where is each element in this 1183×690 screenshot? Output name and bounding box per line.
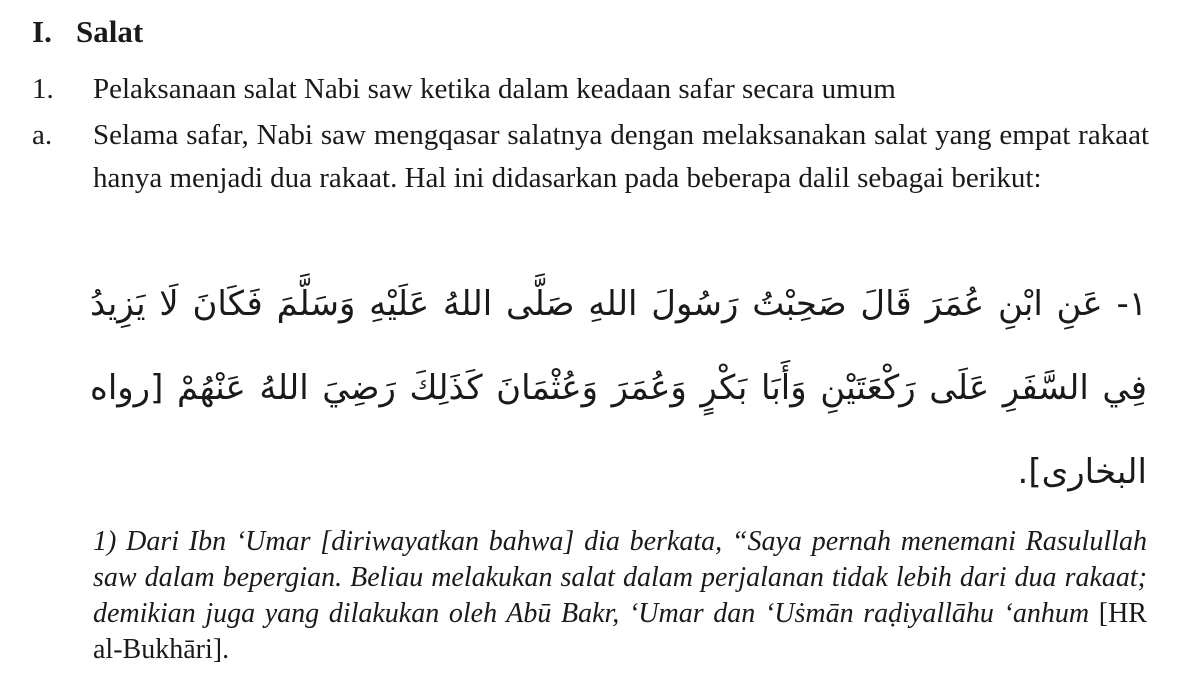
section-title: Salat bbox=[76, 14, 144, 49]
hadith-source-citation: [HR al-Bukhāri]. bbox=[93, 598, 1147, 665]
list-item-text: Selama safar, Nabi saw mengqasar salatnya dengan melaksanakan salat yang empat rakaat hanya menjadi dua rakaat. Hal ini didasarkan pada beberapa dalil sebagai berikut: bbox=[93, 119, 1149, 194]
hadith-arabic-text: ١- عَنِ ابْنِ عُمَرَ قَالَ صَحِبْتُ رَسُولَ اللهِ صَلَّى اللهُ عَلَيْهِ وَسَلَّمَ فَكَانَ لَا يَزِيدُ فِي السَّفَرِ عَلَى رَكْعَتَيْنِ وَأَبَا بَكْرٍ وَعُمَرَ وَعُثْمَانَ كَذَلِكَ رَضِيَ اللهُ عَنْهُمْ [رواه البخارى]. bbox=[90, 284, 1147, 492]
list-item-text: Pelaksanaan salat Nabi saw ketika dalam keadaan safar secara umum bbox=[93, 73, 896, 105]
section-number: I. bbox=[32, 14, 52, 49]
section-heading bbox=[32, 12, 143, 52]
list-marker: 1. bbox=[32, 73, 54, 105]
list-item-a bbox=[32, 114, 1152, 244]
list-marker: a. bbox=[32, 119, 53, 151]
translation-text: 1) Dari Ibn ‘Umar [diriwayatkan bahwa] dia berkata, “Saya pernah menemani Rasulullah saw dalam bepergian. Beliau melakukan salat dalam perjalanan tidak lebih dari dua rakaat; demikian juga yang dilakukan oleh Abū Bakr, ‘Umar dan ‘Uṡmān raḍiyallāhu ‘anhum bbox=[93, 526, 1147, 629]
list-item-1 bbox=[32, 68, 1152, 111]
hadith-translation bbox=[93, 524, 1147, 668]
